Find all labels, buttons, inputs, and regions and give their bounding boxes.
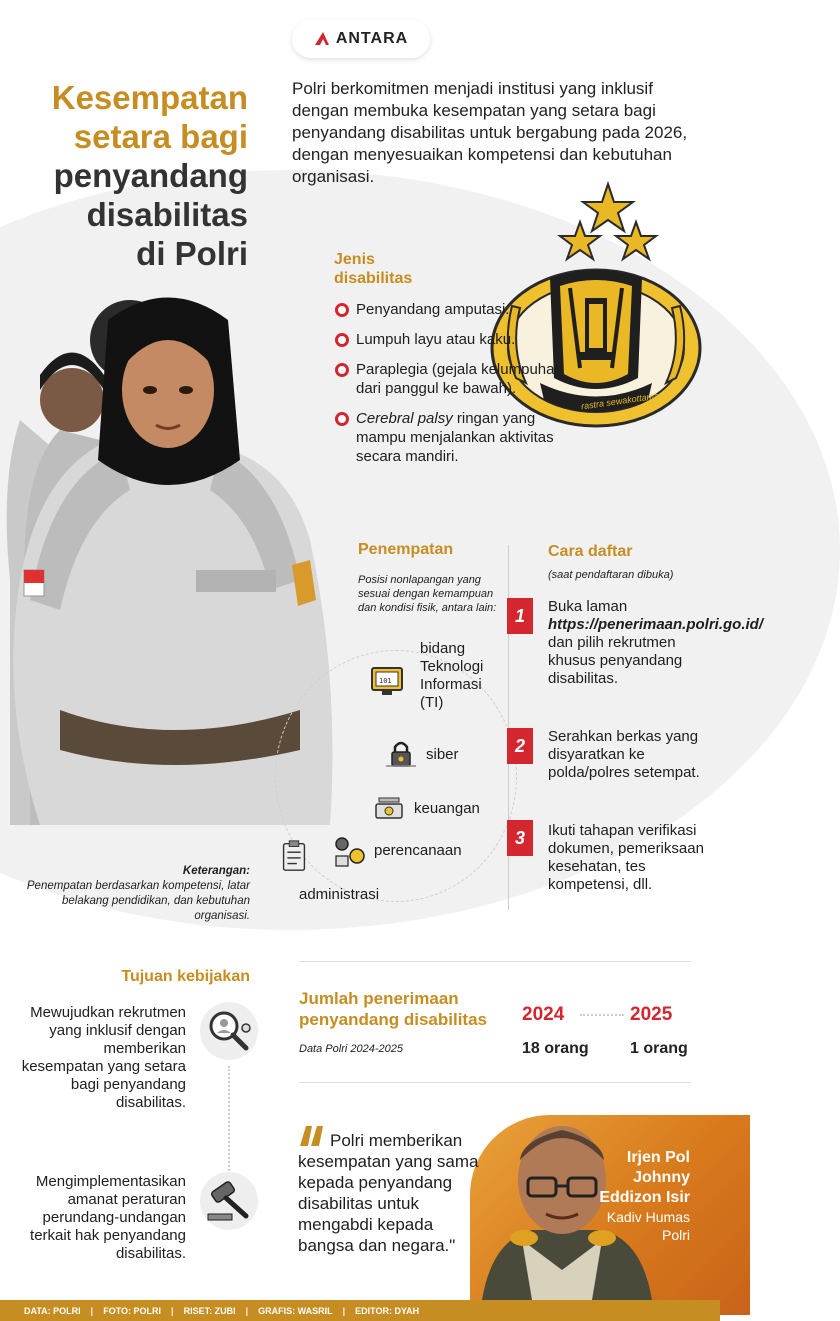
year-2024: 2024 xyxy=(522,1004,565,1025)
title-line-5: di Polri xyxy=(136,235,248,272)
cyber-lock-icon xyxy=(382,736,420,774)
place-label: siber xyxy=(426,746,459,763)
jenis-item-text: ringan yang mampu menjalankan aktivitas secara mandiri. xyxy=(356,410,554,465)
credits-footer: DATA: POLRI | FOTO: POLRI | RISET: ZUBI | GRAFIS: WASRIL | EDITOR: DYAH xyxy=(0,1300,720,1321)
place-ti xyxy=(368,640,503,712)
place-label: perencanaan xyxy=(374,842,462,859)
speaker-name-line-1: Irjen Pol xyxy=(626,1149,690,1166)
credit-data: DATA: POLRI xyxy=(24,1305,81,1316)
jumlah-source: Data Polri 2024-2025 xyxy=(299,1043,403,1055)
credit-foto: FOTO: POLRI xyxy=(103,1305,162,1316)
speaker-role-line-1: Kadiv Humas xyxy=(606,1209,690,1225)
keterangan-note xyxy=(20,864,250,924)
list-item xyxy=(334,409,584,466)
list-item xyxy=(334,330,584,349)
step-text: dan pilih rekrutmen khusus penyandang disabilitas. xyxy=(548,634,683,687)
money-icon xyxy=(370,790,408,828)
step-number: 1 xyxy=(507,598,533,634)
speaker-name-line-2: Johnny xyxy=(633,1169,690,1186)
year-connector xyxy=(580,1014,624,1016)
jenis-disabilitas-section xyxy=(334,250,584,477)
place-keuangan xyxy=(370,790,480,828)
penempatan-section xyxy=(358,540,508,615)
jenis-item-emphasis: Cerebral palsy xyxy=(356,410,453,427)
bullet-icon xyxy=(335,303,349,317)
step-number: 3 xyxy=(507,820,533,856)
jenis-item-text: Penyandang amputasi. xyxy=(356,301,510,318)
value-2025: 1 orang xyxy=(630,1040,688,1057)
antara-logo xyxy=(292,20,430,58)
divider-horizontal xyxy=(299,1082,691,1083)
cara-heading: Cara daftar xyxy=(548,543,633,560)
place-label: keuangan xyxy=(414,800,480,817)
keterangan-label: Keterangan: xyxy=(182,865,250,877)
value-2024: 18 orang xyxy=(522,1040,589,1057)
tujuan-item-1: Mewujudkan rekrutmen yang inklusif dengan memberikan kesempatan yang setara bagi penyandang disabilitas. xyxy=(21,1004,186,1111)
cara-subtitle: (saat pendaftaran dibuka) xyxy=(548,569,674,581)
keterangan-text: Penempatan berdasarkan kompetensi, latar belakang pendidikan, dan kebutuhan organisasi. xyxy=(26,880,250,922)
bullet-icon xyxy=(335,333,349,347)
jenis-heading xyxy=(334,250,584,288)
year-2025: 2025 xyxy=(630,1004,673,1025)
dotted-connector xyxy=(228,1066,230,1174)
computer-icon xyxy=(368,662,406,700)
jenis-item-text: Lumpuh layu atau kaku. xyxy=(356,331,516,348)
antara-logo-icon xyxy=(314,31,330,47)
speaker-block xyxy=(580,1148,690,1244)
place-label: bidang Teknologi Informasi (TI) xyxy=(420,640,484,711)
speaker-name-line-3: Eddizon Isir xyxy=(599,1189,690,1206)
tujuan-heading: Tujuan kebijakan xyxy=(121,968,250,985)
bullet-icon xyxy=(335,363,349,377)
speaker-role-line-2: Polri xyxy=(661,1227,690,1243)
credit-grafis: GRAFIS: WASRIL xyxy=(258,1305,333,1316)
penempatan-heading: Penempatan xyxy=(358,541,454,558)
step-text: Buka laman xyxy=(548,598,628,615)
title-line-1: Kesempatan xyxy=(51,79,248,116)
magnifier-people-icon xyxy=(200,1002,258,1060)
step-3-text: Ikuti tahapan verifikasi dokumen, pemeriksaan kesehatan, tes kompetensi, dll. xyxy=(548,822,704,893)
step-1-text xyxy=(548,598,764,688)
title-line-3: penyandang xyxy=(53,157,248,194)
svg-text:101: 101 xyxy=(379,677,392,685)
divider-horizontal xyxy=(299,961,691,962)
title-line-2: setara bagi xyxy=(73,118,248,155)
jenis-heading-line-2: disabilitas xyxy=(334,270,413,287)
credit-editor: EDITOR: DYAH xyxy=(355,1305,420,1316)
jenis-list xyxy=(334,300,584,466)
tujuan-item-2: Mengimplementasikan amanat peraturan perundang-undangan terkait hak penyandang disabilitas. xyxy=(30,1173,186,1262)
planning-icon xyxy=(330,832,368,870)
tujuan-icon-bg xyxy=(200,1002,258,1060)
tujuan-icon-bg xyxy=(200,1172,258,1230)
place-label: administrasi xyxy=(299,886,380,903)
jenis-item-text: Paraplegia (gejala kelumpuhan dari panggul ke bawah). xyxy=(356,361,563,397)
jumlah-heading: Jumlah penerimaan penyandang disabilitas xyxy=(299,989,487,1029)
logo-text: ANTARA xyxy=(335,30,409,47)
jenis-heading-line-1: Jenis xyxy=(334,251,375,268)
step-number: 2 xyxy=(507,728,533,764)
step-2-text: Serahkan berkas yang disyaratkan ke polda/polres setempat. xyxy=(548,728,700,781)
list-item xyxy=(334,360,584,398)
quote-text: Polri memberikan kesempatan yang sama kepada penyandang disabilitas untuk mengabdi kepada bangsa dan negara." xyxy=(298,1131,479,1255)
clipboard-icon xyxy=(276,838,312,874)
title-line-4: disabilitas xyxy=(86,196,248,233)
place-siber xyxy=(382,736,459,774)
gavel-icon xyxy=(200,1172,258,1230)
penempatan-subtitle: Posisi nonlapangan yang sesuai dengan kemampuan dan kondisi fisik, antara lain: xyxy=(358,574,497,614)
place-perencanaan xyxy=(330,832,462,870)
bullet-icon xyxy=(335,412,349,426)
page-title xyxy=(20,78,248,273)
cara-daftar-section xyxy=(548,542,718,581)
emblem-motto: rastra sewakottama xyxy=(580,390,660,412)
registration-link[interactable]: https://penerimaan.polri.go.id/ xyxy=(548,616,764,633)
place-administrasi xyxy=(299,886,379,904)
intro-text: Polri berkomitmen menjadi institusi yang inklusif dengan membuka kesempatan yang setara bagi penyandang disabilitas untuk bergabung pada 2026, dengan menyesuaikan kompetensi dan kebutuhan organisasi. xyxy=(292,79,688,186)
list-item xyxy=(334,300,584,319)
credit-riset: RISET: ZUBI xyxy=(183,1305,236,1316)
